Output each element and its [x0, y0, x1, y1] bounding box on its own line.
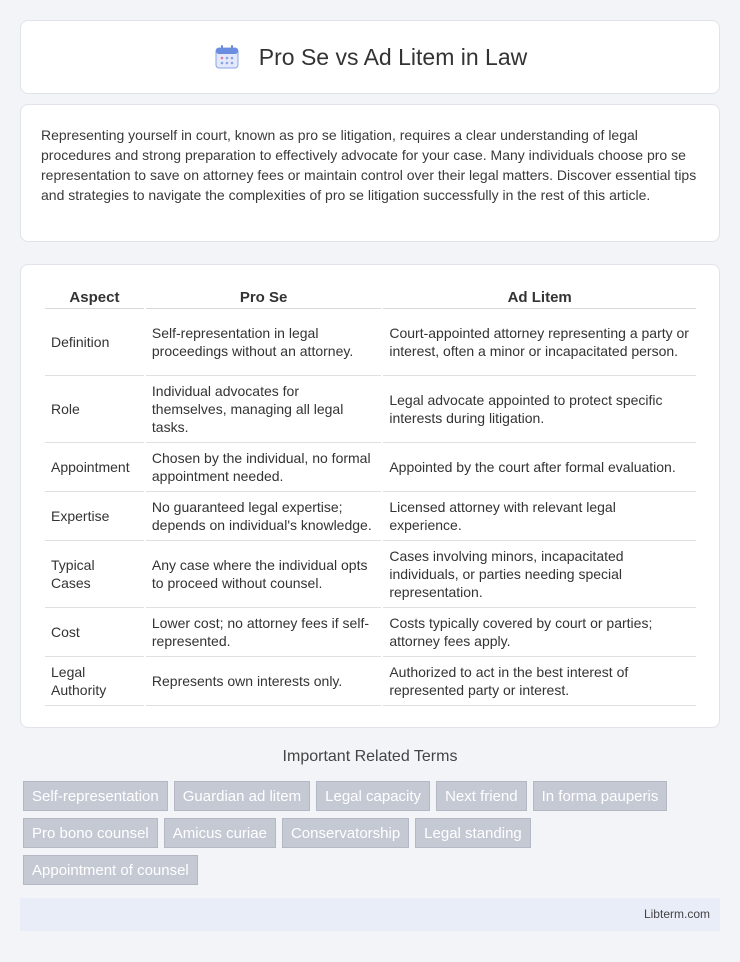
related-term-tag[interactable]: In forma pauperis: [533, 781, 668, 811]
row-pro-se: Self-representation in legal proceedings without an attorney.: [146, 309, 381, 376]
footer: [20, 898, 720, 931]
header-aspect: Aspect: [45, 285, 144, 309]
row-pro-se: Individual advocates for themselves, managing all legal tasks.: [146, 376, 381, 443]
row-aspect: Legal Authority: [45, 657, 144, 706]
related-term-tag[interactable]: Next friend: [436, 781, 527, 811]
related-term-tag[interactable]: Self-representation: [23, 781, 168, 811]
comparison-card: [20, 264, 720, 728]
related-term-tag[interactable]: Legal capacity: [316, 781, 430, 811]
related-term-tag[interactable]: Appointment of counsel: [23, 855, 198, 885]
header-pro-se: Pro Se: [146, 285, 381, 309]
calendar-icon: [213, 43, 241, 71]
footer-site-link[interactable]: Libterm.com: [643, 907, 710, 921]
related-term-tag[interactable]: Conservatorship: [282, 818, 409, 848]
related-term-tag[interactable]: Pro bono counsel: [23, 818, 158, 848]
row-ad-litem: Appointed by the court after formal evaluation.: [383, 443, 696, 492]
row-ad-litem: Authorized to act in the best interest of represented party or interest.: [383, 657, 696, 706]
row-aspect: Expertise: [45, 492, 144, 541]
table-header-row: [45, 285, 696, 309]
row-aspect: Typical Cases: [45, 541, 144, 608]
header-card: [20, 20, 720, 94]
row-ad-litem: Legal advocate appointed to protect specific interests during litigation.: [383, 376, 696, 443]
related-term-tag[interactable]: Guardian ad litem: [174, 781, 310, 811]
comparison-table: [43, 285, 698, 706]
row-pro-se: Any case where the individual opts to proceed without counsel.: [146, 541, 381, 608]
header-ad-litem: Ad Litem: [383, 285, 696, 309]
row-aspect: Role: [45, 376, 144, 443]
table-row: [45, 541, 696, 608]
related-term-tag[interactable]: Amicus curiae: [164, 818, 276, 848]
related-terms-title: Important Related Terms: [282, 748, 458, 765]
intro-text: Representing yourself in court, known as pro se litigation, requires a clear understanding of legal procedures and strong preparation to effectively advocate for your case. Many individuals choose pro se representation to save on attorney fees or maintain control over their legal matters. Discover essential tips and strategies to navigate the complexities of pro se litigation successfully in the rest of this article.: [41, 127, 697, 203]
page-title: Pro Se vs Ad Litem in Law: [258, 43, 528, 70]
row-ad-litem: Costs typically covered by court or parties; attorney fees apply.: [383, 608, 696, 657]
row-ad-litem: Court-appointed attorney representing a party or interest, often a minor or incapacitated person.: [383, 309, 696, 376]
table-row: [45, 376, 696, 443]
row-pro-se: No guaranteed legal expertise; depends on individual's knowledge.: [146, 492, 381, 541]
table-row: [45, 608, 696, 657]
row-aspect: Appointment: [45, 443, 144, 492]
related-term-tag[interactable]: Legal standing: [415, 818, 531, 848]
title-wrap: [213, 43, 527, 71]
intro-card: [20, 104, 720, 242]
table-row: [45, 657, 696, 706]
row-aspect: Definition: [45, 309, 144, 376]
table-row: [45, 443, 696, 492]
row-aspect: Cost: [45, 608, 144, 657]
related-terms-list: [23, 781, 723, 892]
table-row: [45, 309, 696, 376]
row-pro-se: Lower cost; no attorney fees if self-represented.: [146, 608, 381, 657]
row-pro-se: Represents own interests only.: [146, 657, 381, 706]
table-row: [45, 492, 696, 541]
row-ad-litem: Cases involving minors, incapacitated individuals, or parties needing special representation.: [383, 541, 696, 608]
row-ad-litem: Licensed attorney with relevant legal experience.: [383, 492, 696, 541]
row-pro-se: Chosen by the individual, no formal appointment needed.: [146, 443, 381, 492]
